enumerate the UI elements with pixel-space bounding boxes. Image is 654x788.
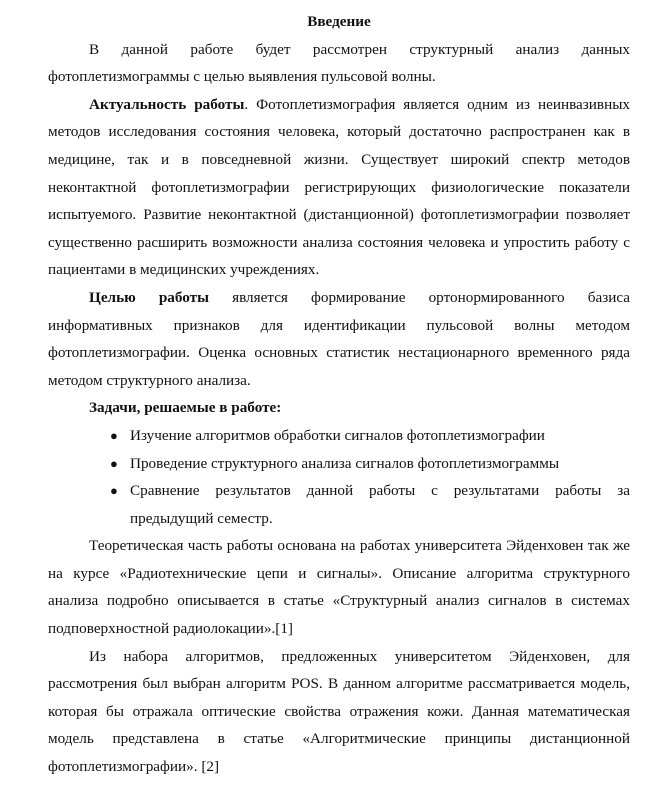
tasks-heading: Задачи, решаемые в работе: [89, 399, 282, 417]
document-page [48, 8, 630, 781]
intro-paragraph: В данной работе будет рассмотрен структурный анализ данных фотоплетизмограммы с целью выявления пульсовой волны. [48, 40, 630, 86]
theory-paragraph: Теоретическая часть работы основана на работах университета Эйденховен так же на курсе «Радиотехнические цепи и сигналы». Описание алгоритма структурного анализа подробно описывается в статье «Структурный анализ сигналов в системах подповерхностной радиолокации».[1] [48, 537, 630, 638]
task-item-text: Изучение алгоритмов обработки сигналов фотоплетизмографии [130, 426, 545, 444]
bullet-icon: ● [110, 455, 118, 471]
goal-paragraph [48, 284, 630, 394]
section-title: Введение [307, 13, 371, 30]
goal-label: Целью работы [89, 288, 209, 306]
task-item [48, 477, 630, 532]
task-item-text: Проведение структурного анализа сигналов фотоплетизмограммы [130, 454, 560, 472]
bullet-icon: ● [110, 427, 118, 443]
task-item [48, 422, 630, 450]
task-item [48, 450, 630, 478]
task-item-text: Сравнение результатов данной работы с результатами работы за предыдущий семестр. [130, 482, 630, 527]
relevance-paragraph [48, 91, 630, 284]
relevance-label: Актуальность работы [89, 95, 245, 113]
tasks-list [48, 422, 630, 532]
tasks-heading-line [48, 394, 630, 422]
relevance-text: . Фотоплетизмография является одним из неинвазивных методов исследования состояния человека, который достаточно распространен как в медицине, так и в повседневной жизни. Существует широкий спектр методов неконтактной фотоплетизмографии регистрирующих физиологические показатели испытуемого. Развитие неконтактной (дистанционной) фотоплетизмографии позволяет существенно расширить возможности анализа состояния человека и упростить работу с пациентами в медицинских учреждениях. [48, 95, 631, 279]
algorithm-paragraph: Из набора алгоритмов, предложенных университетом Эйденховен, для рассмотрения был выбран алгоритм POS. В данном алгоритме рассматривается модель, которая бы отражала оптические свойства отражения кожи. Данная математическая модель представлена в статье «Алгоритмические принципы дистанционной фотоплетизмографии». [2] [48, 647, 630, 776]
bullet-icon: ● [110, 483, 118, 499]
goal-text: является формирование ортонормированного базиса информативных признаков для идентификации пульсовой волны методом фотоплетизмографии. Оценка основных статистик нестационарного временного ряда методом структурного анализа. [48, 288, 630, 389]
